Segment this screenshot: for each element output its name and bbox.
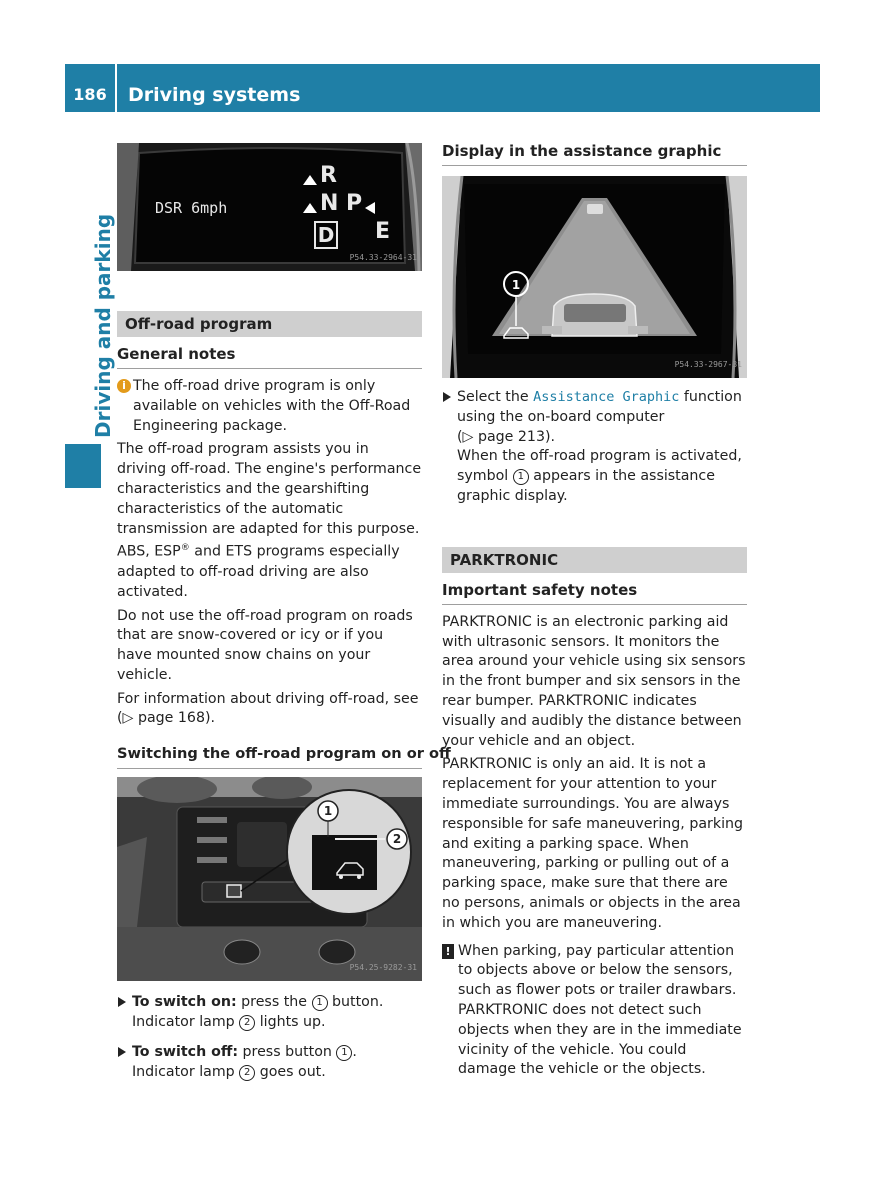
switch-on-text-b: button. (327, 994, 384, 1011)
gear-n: N (320, 191, 339, 216)
figure-code: P54.33-2964-31 (349, 253, 417, 263)
side-tab-marker (65, 444, 101, 488)
step-arrow-icon (443, 392, 451, 402)
chapter-tab-label: Driving and parking (91, 213, 115, 438)
gear-d: D (314, 221, 338, 249)
switch-off-step (117, 1043, 422, 1083)
figure-code: P54.33-2967-31 (674, 360, 742, 370)
switch-on-label: To switch on: (132, 994, 237, 1011)
warning-note (442, 942, 747, 1081)
display-heading: Display in the assistance graphic (442, 140, 747, 166)
callout-ref-1: 1 (312, 995, 328, 1011)
select-assistance-step (442, 388, 747, 507)
gear-e: E (375, 219, 391, 244)
page-number: 186 (73, 85, 107, 104)
switch-figure (117, 777, 422, 981)
offroad-para-3: For information about driving off-road, see (▷ page 168). (117, 690, 419, 727)
info-icon: i (117, 379, 131, 393)
switch-off-lamp-a: Indicator lamp (132, 1063, 240, 1080)
switch-off-text-b: . (352, 1043, 357, 1060)
section-title-offroad: Off-road program (117, 311, 422, 337)
switch-off-label: To switch off: (132, 1043, 239, 1060)
info-note-text: The off-road drive program is only available on vehicles with the Off-Road Engineering package. (133, 378, 411, 434)
step-text-b: function using the on-board computer (457, 389, 742, 425)
page-title: Driving systems (128, 84, 301, 106)
assistance-graphic-figure (442, 176, 747, 378)
switch-off-text-a: press button (238, 1043, 337, 1060)
warning-text: When parking, pay particular attention to objects above or below the sensors, such as flower pots or trailer drawbars. PARKTRONIC does not detect such objects when they are in the immediate vicinity of the vehicle. You could damage the vehicle or the objects. (458, 942, 742, 1078)
header-divider (115, 64, 117, 112)
warning-icon: ! (442, 944, 454, 959)
callout-2: 2 (392, 832, 402, 847)
switch-on-text-a: press the (236, 994, 312, 1011)
callout-ref-1: 1 (336, 1045, 352, 1061)
general-notes-heading: General notes (117, 343, 422, 369)
instrument-cluster-figure (117, 143, 422, 271)
parktronic-para-2: PARKTRONIC is only an aid. It is not a replacement for your attention to your immediate surroundings. You are always responsible for safe maneuvering, parking and exiting a parking space. When maneuvering, parking or pulling out of a parking space, make sure that there are no persons, animals or objects in the area in which you are maneuvering. (442, 756, 744, 931)
switch-on-step (117, 993, 422, 1033)
switching-heading: Switching the off-road program on or off (117, 743, 422, 769)
step-text-e: appears in the assistance graphic display. (457, 468, 715, 504)
callout-ref-2: 2 (239, 1065, 255, 1081)
callout-ref-2: 2 (239, 1015, 255, 1031)
step-text-a: Select the (457, 389, 534, 405)
right-column (442, 140, 747, 1080)
offroad-para-1 (117, 440, 422, 602)
callout-ref-1: 1 (513, 469, 529, 485)
assistance-illustration (442, 176, 747, 378)
figure-code: P54.25-9282-31 (349, 963, 417, 973)
callout-1: 1 (511, 278, 521, 292)
callout-1: 1 (323, 804, 333, 819)
step-text-d: When the off-road program is activated, symbol (457, 448, 742, 485)
switch-off-lamp-b: goes out. (255, 1063, 326, 1080)
safety-notes-heading: Important safety notes (442, 579, 747, 605)
offroad-para-2: Do not use the off-road program on roads that are snow-covered or icy or if you have mounted snow chains on your vehicle. (117, 607, 413, 683)
console-illustration (117, 777, 422, 981)
parktronic-para-1: PARKTRONIC is an electronic parking aid with ultrasonic sensors. It monitors the area around your vehicle using six sensors in the front bumper and six sensors in the rear bumper. PARKTRONIC indicates visually and audibly the distance between your vehicle and an object. (442, 613, 746, 749)
switch-on-lamp-b: lights up. (255, 1014, 326, 1031)
dsr-readout: DSR 6mph (155, 199, 228, 217)
page-header (65, 64, 820, 112)
para1-text-b: and ETS programs especially adapted to off-road driving are also activated. (117, 544, 400, 600)
step-arrow-icon (118, 997, 126, 1007)
gear-r: R (320, 163, 337, 188)
left-column (117, 143, 451, 1082)
registered-mark: ® (180, 543, 190, 554)
switch-on-lamp-a: Indicator lamp (132, 1014, 240, 1031)
info-note (117, 377, 422, 436)
para1-text-a: The off-road program assists you in driving off-road. The engine's performance characteristics and the gearshifting characteristics of the automatic transmission are adapted for this purpose. ABS, ESP (117, 441, 422, 561)
step-page-ref: (▷ page 213). (457, 428, 556, 445)
section-title-parktronic: PARKTRONIC (442, 547, 747, 573)
step-arrow-icon (118, 1047, 126, 1057)
gear-p: P (346, 191, 363, 216)
menu-item-assistance-graphic: Assistance Graphic (533, 389, 680, 405)
